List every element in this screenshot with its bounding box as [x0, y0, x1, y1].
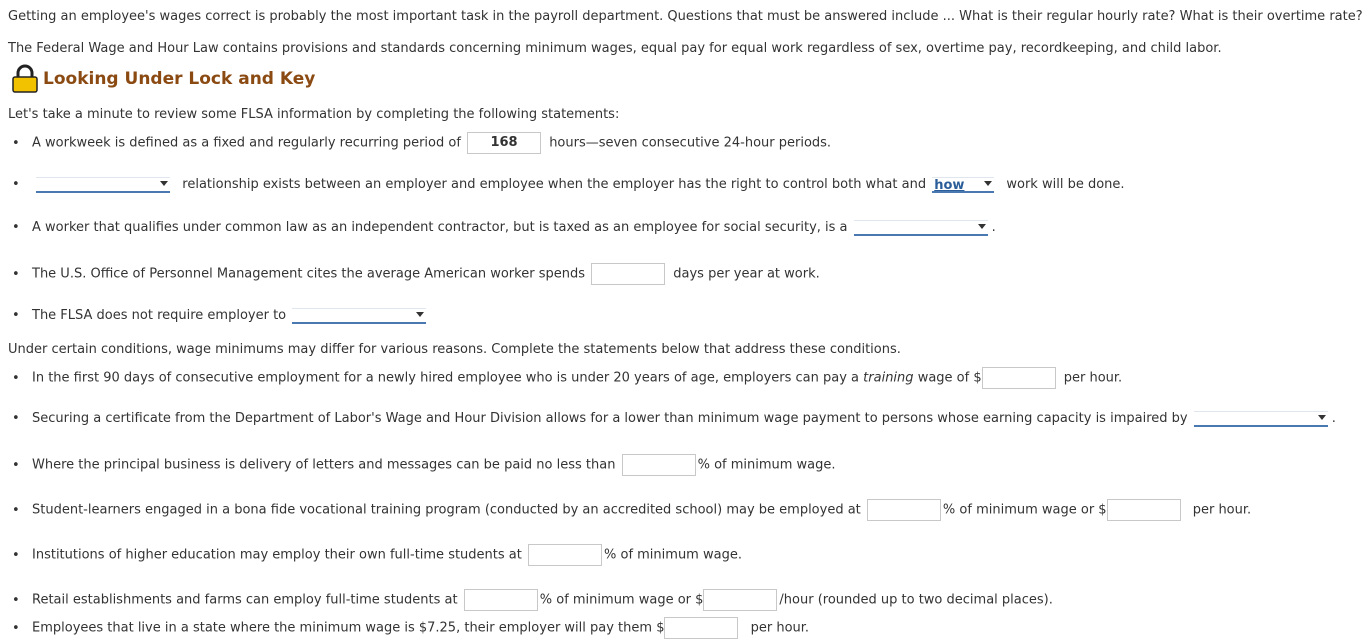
intro-line-1: Getting an employee's wages correct is probably the most important task in the payroll department. Questions that must be answered include ... What is their regular hourly rate? What is their overtime rate?: [8, 9, 1363, 24]
list-item: • Employees that live in a state where the minimum wage is $7.25, their employer will pay them $ per hour.: [12, 617, 809, 639]
section-title: Looking Under Lock and Key: [43, 69, 316, 89]
employee-type-dropdown[interactable]: [854, 220, 988, 236]
training-wage-input[interactable]: [982, 367, 1056, 389]
flsa-not-required-dropdown[interactable]: [292, 308, 426, 324]
list-item: • relationship exists between an employer and employee when the employer has the right to control both what and how work will be done.: [12, 177, 1125, 193]
chevron-down-icon: [160, 181, 168, 186]
retail-percent-input[interactable]: [464, 589, 538, 611]
list-item: • A workweek is defined as a fixed and regularly recurring period of 168 hours—seven consecutive 24-hour periods.: [12, 132, 831, 154]
section-header: [10, 64, 315, 94]
student-learner-percent-input[interactable]: [867, 499, 941, 521]
student-learner-wage-input[interactable]: [1107, 499, 1181, 521]
list-item: • A worker that qualifies under common law as an independent contractor, but is taxed as an employee for social security, is a .: [12, 220, 996, 235]
chevron-down-icon: [978, 224, 986, 229]
impairment-dropdown[interactable]: [1194, 411, 1328, 427]
list-item: • In the first 90 days of consecutive employment for a newly hired employee who is under 20 years of age, employers can pay a training wage of $ per hour.: [12, 367, 1122, 389]
chevron-down-icon: [984, 181, 992, 186]
list-item: • Retail establishments and farms can employ full-time students at % of minimum wage or $ /hour (rounded up to two decimal places).: [12, 589, 1053, 611]
list-item: • Student-learners engaged in a bona fide vocational training program (conducted by an accredited school) may be employed at % of minimum wage or $ per hour.: [12, 499, 1251, 521]
list-item: • Institutions of higher education may employ their own full-time students at % of minimum wage.: [12, 544, 742, 566]
workweek-hours-input[interactable]: 168: [467, 132, 541, 154]
relationship-type-dropdown[interactable]: [36, 177, 170, 193]
lock-icon: [10, 65, 40, 93]
review-prompt: Let's take a minute to review some FLSA information by completing the following statements:: [8, 107, 620, 122]
intro-line-2: The Federal Wage and Hour Law contains provisions and standards concerning minimum wages, equal pay for equal work regardless of sex, overtime pay, recordkeeping, and child labor.: [8, 41, 1222, 56]
list-item: • The U.S. Office of Personnel Management cites the average American worker spends days per year at work.: [12, 263, 820, 285]
conditions-prompt: Under certain conditions, wage minimums may differ for various reasons. Complete the statements below that address these conditions.: [8, 342, 901, 357]
higher-ed-percent-input[interactable]: [528, 544, 602, 566]
retail-wage-input[interactable]: [703, 589, 777, 611]
list-item: • Where the principal business is delivery of letters and messages can be paid no less than % of minimum wage.: [12, 454, 836, 476]
days-at-work-input[interactable]: [591, 263, 665, 285]
control-how-dropdown[interactable]: how: [932, 177, 994, 193]
chevron-down-icon: [1318, 415, 1326, 420]
chevron-down-icon: [416, 312, 424, 317]
list-item: • The FLSA does not require employer to: [12, 306, 426, 326]
messenger-percent-input[interactable]: [622, 454, 696, 476]
list-item: • Securing a certificate from the Department of Labor's Wage and Hour Division allows for a lower than minimum wage payment to persons whose earning capacity is impaired by .: [12, 411, 1336, 426]
state-min-wage-input[interactable]: [664, 617, 738, 639]
